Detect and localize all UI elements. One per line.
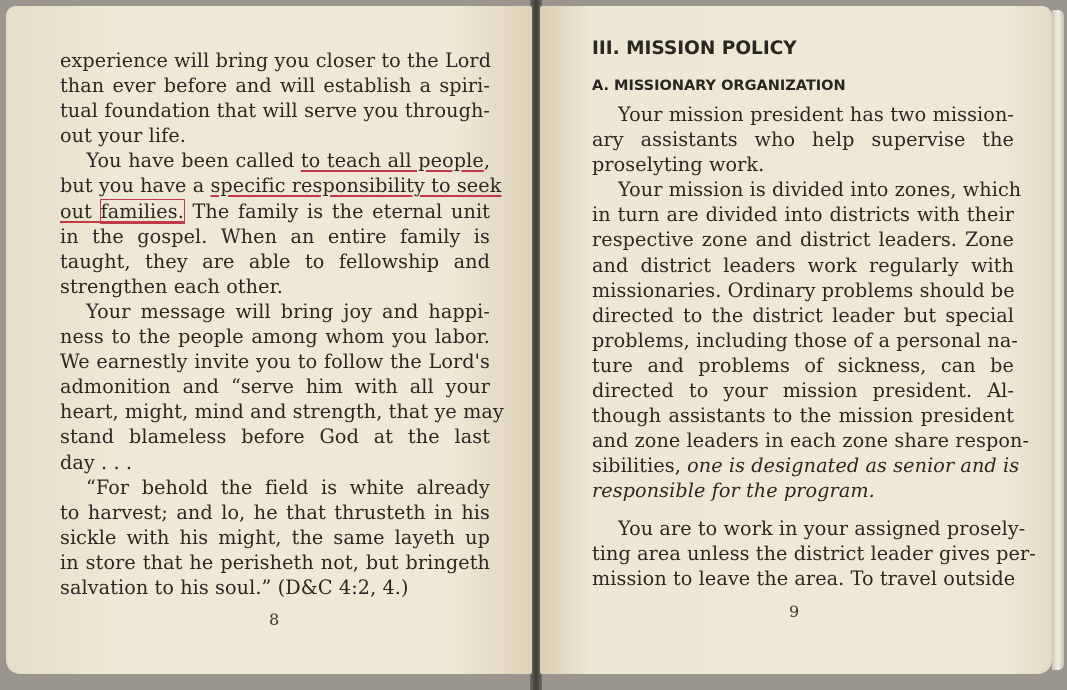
text-line: missionaries. Ordinary problems should be xyxy=(592,278,1015,302)
text-line: than ever before and will establish a spiri- xyxy=(60,74,490,98)
text-line: proselyting work. xyxy=(592,153,765,177)
text-line: stand blameless before God at the last xyxy=(60,425,490,449)
text-line: We earnestly invite you to follow the Lord's xyxy=(60,350,490,374)
right-page xyxy=(540,6,1052,674)
page-edges xyxy=(1052,10,1064,670)
underlined-phrase: specific responsibility to seek xyxy=(210,174,502,198)
text-line: to harvest; and lo, he that thrusteth in his xyxy=(60,500,490,524)
text-line: sickle with his might, the same layeth up xyxy=(60,525,490,549)
text-line: You are to work in your assigned prosely- xyxy=(618,516,1026,540)
text-fragment: , xyxy=(483,149,491,173)
text-line: ary assistants who help supervise the xyxy=(592,128,1014,152)
page-number: 9 xyxy=(789,602,800,621)
text-line: though assistants to the mission president xyxy=(592,404,1014,428)
text-line: directed to the district leader but special xyxy=(592,303,1014,327)
left-page xyxy=(6,6,532,674)
text-line: problems, including those of a personal na- xyxy=(592,328,1018,352)
text-line: respective zone and district leaders. Zone xyxy=(592,228,1014,252)
text-line: salvation to his soul.” (D&C 4:2, 4.) xyxy=(60,575,409,599)
section-heading: III. MISSION POLICY xyxy=(592,38,797,59)
text-line: mission to leave the area. To travel outside xyxy=(592,566,1016,590)
text-fragment: You have been called xyxy=(86,149,301,173)
text-line: experience will bring you closer to the Lord xyxy=(60,49,492,72)
left-page-text xyxy=(60,48,504,600)
text-line: Your mission is divided into zones, which xyxy=(618,178,1022,202)
subsection-heading: A. MISSIONARY ORGANIZATION xyxy=(592,78,846,94)
text-fragment: sibilities, xyxy=(592,454,688,478)
text-line: tual foundation that will serve you through- xyxy=(60,99,490,123)
text-line: taught, they are able to fellowship and xyxy=(60,249,490,273)
text-line: in the gospel. When an entire family is xyxy=(60,224,490,248)
boxed-word: families. xyxy=(100,199,184,223)
underlined-phrase: to teach all people xyxy=(300,149,484,173)
text-line: Your mission president has two mission- xyxy=(618,103,1014,126)
text-line xyxy=(592,453,1020,478)
text-line: admonition and “serve him with all your xyxy=(60,375,490,399)
text-line: and district leaders work regularly with xyxy=(592,253,1014,277)
underlined-phrase: out xyxy=(60,199,101,223)
text-line xyxy=(60,148,490,173)
text-line: ture and problems of sickness, can be xyxy=(592,353,1014,377)
text-line: Your message will bring joy and happi- xyxy=(86,299,490,323)
right-page-text xyxy=(592,102,1036,591)
text-line: out your life. xyxy=(60,124,186,148)
text-line: directed to your mission president. Al- xyxy=(592,379,1014,403)
text-line: ting area unless the district leader gives per- xyxy=(592,541,1036,565)
text-line xyxy=(60,173,502,198)
italic-phrase: one is designated as senior and is xyxy=(687,454,1020,478)
text-line: “For behold the field is white already xyxy=(86,475,490,499)
page-number: 8 xyxy=(269,610,280,629)
text-fragment: The family is the eternal unit xyxy=(183,199,490,223)
text-fragment: but you have a xyxy=(60,174,211,198)
text-line: strengthen each other. xyxy=(60,274,283,298)
text-line: day . . . xyxy=(60,450,133,474)
text-line: and zone leaders in each zone share respon- xyxy=(592,429,1030,453)
italic-line: responsible for the program. xyxy=(592,479,875,503)
text-line: in turn are divided into districts with their xyxy=(592,203,1014,227)
text-line: in store that he perisheth not, but bringeth xyxy=(60,550,490,574)
text-line: heart, might, mind and strength, that ye may xyxy=(60,400,504,424)
paragraph-gap xyxy=(592,504,1014,516)
text-line: ness to the people among whom you labor. xyxy=(60,325,490,349)
text-line xyxy=(60,199,490,224)
